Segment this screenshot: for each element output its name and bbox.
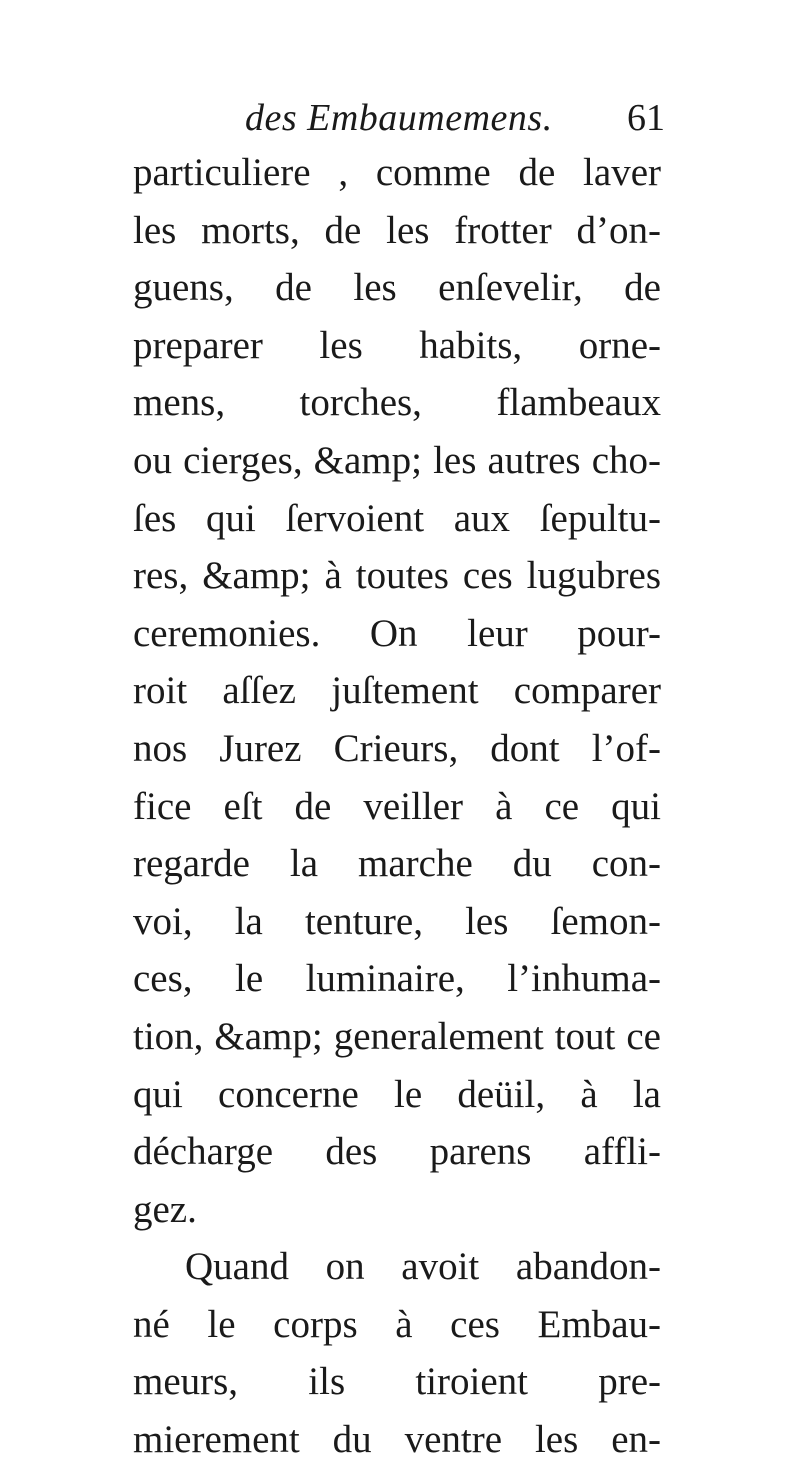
text-line: ou cierges, &amp; les autres cho- <box>133 438 661 482</box>
text-line: mens, torches, flambeaux <box>133 381 661 425</box>
text-line: voi, la tenture, les ſemon- <box>133 899 661 943</box>
text-line: nos Jurez Crieurs, dont l’of- <box>133 726 661 770</box>
paragraph-start-line: Quand on avoit abandon- <box>185 1245 661 1289</box>
text-line: ceremonies. On leur pour- <box>133 611 661 655</box>
text-line: particuliere , comme de laver <box>133 151 661 194</box>
text-line: décharge des parens affli- <box>133 1130 661 1174</box>
body-text <box>133 144 661 1469</box>
text-line: né le corps à ces Embau- <box>133 1302 661 1346</box>
text-line: res, &amp; à toutes ces lugubres <box>133 554 661 598</box>
text-line: roit aſſez juſtement comparer <box>133 669 661 713</box>
text-line: les morts, de les frotter d’on- <box>133 208 661 252</box>
text-line: ces, le luminaire, l’inhuma- <box>133 957 661 1001</box>
text-line: preparer les habits, orne- <box>133 323 661 367</box>
text-line: meurs, ils tiroient pre- <box>133 1360 661 1404</box>
running-title: des Embaumemens. <box>245 97 553 139</box>
text-line: fice eſt de veiller à ce qui <box>133 784 661 828</box>
text-line: tion, &amp; generalement tout ce <box>133 1014 661 1058</box>
running-head <box>245 96 665 146</box>
text-line: guens, de les enſevelir, de <box>133 266 661 310</box>
page-number: 61 <box>627 97 665 139</box>
text-line: qui concerne le deüil, à la <box>133 1072 661 1116</box>
text-line: ſes qui ſervoient aux ſepultu- <box>133 496 661 540</box>
text-line: mierement du ventre les en- <box>133 1418 661 1462</box>
paragraph-end-line: gez. <box>133 1187 197 1231</box>
text-line: regarde la marche du con- <box>133 842 661 886</box>
